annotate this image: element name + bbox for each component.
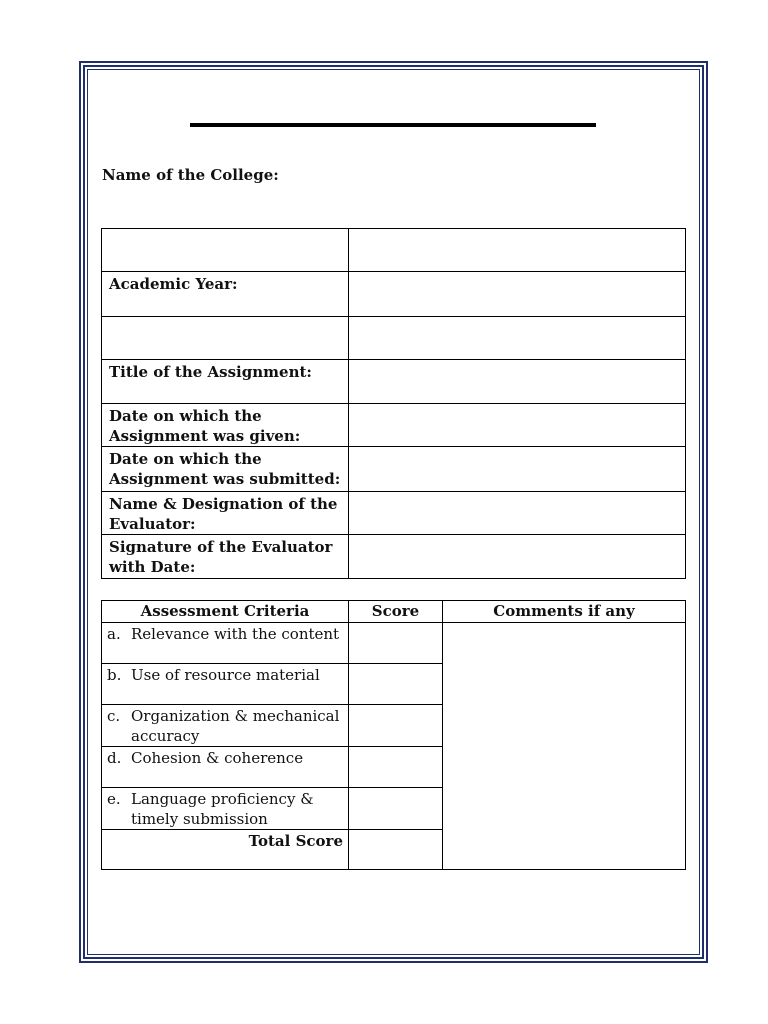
- comments-field[interactable]: [443, 623, 686, 870]
- info-value-field[interactable]: [349, 404, 686, 447]
- criteria-cell: [102, 664, 349, 705]
- criteria-cell: [102, 788, 349, 830]
- info-row: [102, 272, 686, 317]
- info-row: [102, 404, 686, 447]
- score-field[interactable]: [349, 788, 443, 830]
- info-row: [102, 447, 686, 492]
- assessment-header-row: [102, 601, 686, 623]
- criteria-text: Organization & mechanical accuracy: [131, 707, 340, 745]
- info-value-field[interactable]: [349, 535, 686, 579]
- info-value-field[interactable]: [349, 492, 686, 535]
- info-row: [102, 360, 686, 404]
- criteria-letter: d.: [107, 749, 122, 767]
- info-label: Name & Designation of the Evaluator:: [102, 492, 349, 535]
- criteria-cell: [102, 623, 349, 664]
- comments-header: Comments if any: [443, 601, 686, 623]
- info-label: Title of the Assignment:: [102, 360, 349, 404]
- criteria-letter: c.: [107, 707, 121, 725]
- title-underline: [190, 123, 596, 127]
- info-label: Signature of the Evaluator with Date:: [102, 535, 349, 579]
- info-label: [102, 229, 349, 272]
- criteria-letter: e.: [107, 790, 121, 808]
- info-row: [102, 229, 686, 272]
- info-value-field[interactable]: [349, 272, 686, 317]
- score-field[interactable]: [349, 623, 443, 664]
- score-field[interactable]: [349, 747, 443, 788]
- info-row: [102, 492, 686, 535]
- total-score-label: Total Score: [102, 830, 349, 870]
- criteria-row: [102, 623, 686, 664]
- info-label: Date on which the Assignment was submitted:: [102, 447, 349, 492]
- criteria-cell: [102, 747, 349, 788]
- info-label: Date on which the Assignment was given:: [102, 404, 349, 447]
- info-label: Academic Year:: [102, 272, 349, 317]
- info-value-field[interactable]: [349, 360, 686, 404]
- assessment-table: [101, 600, 686, 870]
- info-value-field[interactable]: [349, 447, 686, 492]
- criteria-cell: [102, 705, 349, 747]
- criteria-text: Relevance with the content: [131, 625, 340, 643]
- total-score-field[interactable]: [349, 830, 443, 870]
- info-value-field[interactable]: [349, 317, 686, 360]
- criteria-text: Cohesion & coherence: [131, 749, 304, 767]
- info-label: [102, 317, 349, 360]
- score-field[interactable]: [349, 705, 443, 747]
- assignment-info-table: [101, 228, 686, 579]
- score-header: Score: [349, 601, 443, 623]
- criteria-text: Use of resource material: [131, 666, 320, 684]
- college-name-label: Name of the College:: [102, 166, 279, 184]
- criteria-letter: a.: [107, 625, 121, 643]
- info-row: [102, 317, 686, 360]
- score-field[interactable]: [349, 664, 443, 705]
- criteria-header: Assessment Criteria: [102, 601, 349, 623]
- criteria-letter: b.: [107, 666, 122, 684]
- criteria-text: Language proficiency & timely submission: [131, 790, 314, 828]
- info-row: [102, 535, 686, 579]
- info-value-field[interactable]: [349, 229, 686, 272]
